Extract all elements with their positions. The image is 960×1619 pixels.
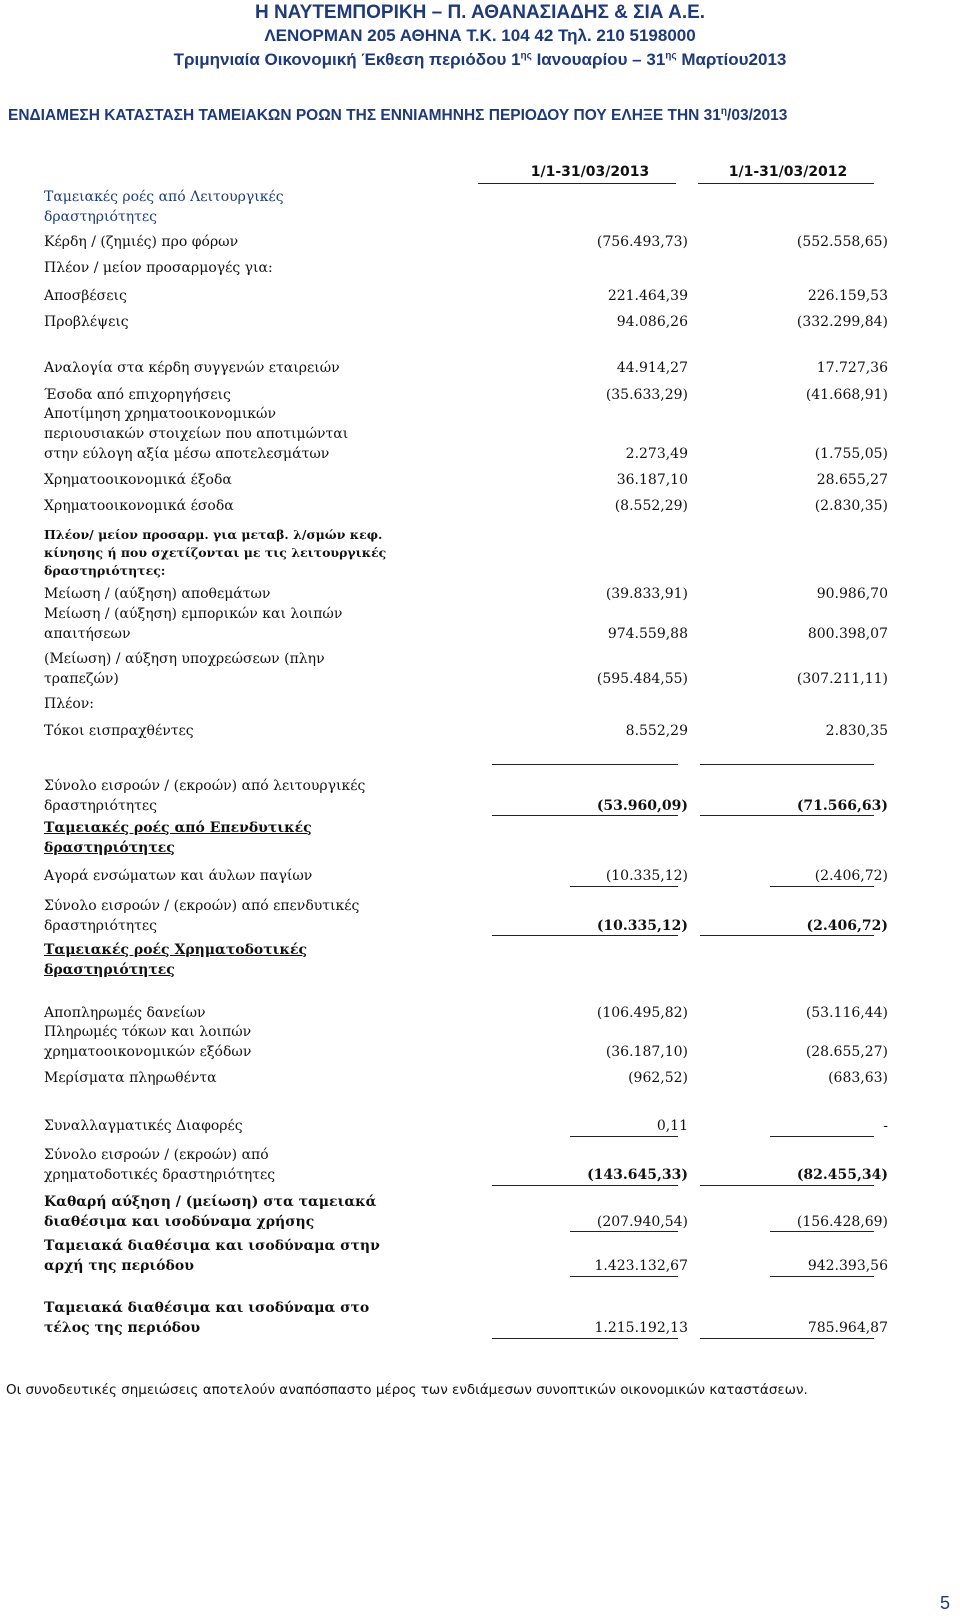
financing-total-label-l2: χρηματοδοτικές δραστηριότητες — [44, 1167, 276, 1183]
depreciation-label: Αποσβέσεις — [44, 288, 127, 304]
operating-total-label-l2: δραστηριότητες — [44, 798, 157, 814]
operating-total-2013: (53.960,09) — [596, 798, 688, 814]
operating-section-title-l1: Ταμειακές ροές από Λειτουργικές — [44, 189, 284, 205]
payables-2012: (307.211,11) — [796, 671, 888, 687]
financing-total-rule-2013 — [492, 1185, 678, 1186]
receivables-label-l1: Μείωση / (αύξηση) εμπορικών και λοιπών — [44, 606, 343, 622]
associates-2013: 44.914,27 — [616, 360, 688, 376]
cash-end-2012: 785.964,87 — [807, 1320, 888, 1336]
interest-paid-label-l2: χρηματοοικονομικών εξόδων — [44, 1044, 252, 1060]
fair-value-label-l3: στην εύλογη αξία μέσω αποτελεσμάτων — [44, 446, 330, 462]
profit-before-tax-label: Κέρδη / (ζημιές) προ φόρων — [44, 234, 239, 250]
net-change-2013: (207.940,54) — [596, 1214, 688, 1230]
fx-label: Συναλλαγματικές Διαφορές — [44, 1118, 243, 1134]
loan-repayments-2012: (53.116,44) — [805, 1005, 888, 1021]
operating-total-label-l1: Σύνολο εισροών / (εκροών) από λειτουργικές — [44, 778, 366, 794]
investing-total-2012: (2.406,72) — [806, 918, 888, 934]
company-address: ΛΕΝΟΡΜΑΝ 205 ΑΘΗΝΑ Τ.Κ. 104 42 Τηλ. 210 5198000 — [264, 26, 696, 45]
cash-end-label-l1: Ταμειακά διαθέσιμα και ισοδύναμα στο — [44, 1300, 370, 1316]
operating-total-rule-2012 — [700, 815, 874, 816]
capex-2012: (2.406,72) — [814, 868, 888, 884]
column-header-2012: 1/1-31/03/2012 — [728, 164, 848, 180]
working-capital-label-l1: Πλέον/ μείον προσαρμ. για μεταβ. λ/σμών κεφ. — [44, 527, 383, 542]
investing-total-label-l2: δραστηριότητες — [44, 918, 157, 934]
operating-total-2012: (71.566,63) — [796, 798, 888, 814]
net-change-2012: (156.428,69) — [796, 1214, 888, 1230]
operating-rule-2012 — [700, 764, 874, 765]
profit-before-tax-2012: (552.558,65) — [796, 234, 888, 250]
depreciation-2012: 226.159,53 — [807, 288, 888, 304]
fx-2013: 0,11 — [656, 1118, 688, 1134]
finance-income-2013: (8.552,29) — [614, 498, 688, 514]
statement-title-main: ΕΝΔΙΑΜΕΣΗ ΚΑΤΑΣΤΑΣΗ ΤΑΜΕΙΑΚΩΝ ΡΟΩΝ ΤΗΣ ΕΝΝΙΑΜΗΝΗΣ ΠΕΡΙΟΔΟΥ ΠΟΥ ΕΛΗΞΕ ΤΗΝ 31 — [8, 107, 721, 125]
investing-section-title-l2: δραστηριότητες — [44, 840, 175, 856]
statement-title — [8, 106, 787, 125]
interest-received-2012: 2.830,35 — [825, 723, 888, 739]
statement-title-sup: η — [720, 106, 728, 117]
payables-label-l1: (Μείωση) / αύξηση υποχρεώσεων (πλην — [44, 651, 325, 667]
dividends-2012: (683,63) — [828, 1070, 888, 1086]
inventories-2012: 90.986,70 — [816, 586, 888, 602]
interest-paid-2012: (28.655,27) — [805, 1044, 888, 1060]
cash-begin-rule-2013 — [570, 1276, 678, 1277]
financing-section-title-l2: δραστηριότητες — [44, 962, 175, 978]
footnote: Οι συνοδευτικές σημειώσεις αποτελούν αναπόσπαστο μέρος των ενδιάμεσων συνοπτικών οικονομικών καταστάσεων. — [6, 1382, 808, 1398]
interest-paid-2013: (36.187,10) — [605, 1044, 688, 1060]
finance-income-2012: (2.830,35) — [814, 498, 888, 514]
financing-total-2012: (82.455,34) — [796, 1167, 888, 1183]
associates-2012: 17.727,36 — [816, 360, 888, 376]
working-capital-label-l3: δραστηριότητες: — [44, 563, 166, 578]
associates-label: Αναλογία στα κέρδη συγγενών εταιρειών — [44, 360, 340, 376]
company-name: Η ΝΑΥΤΕΜΠΟΡΙΚΗ – Π. ΑΘΑΝΑΣΙΑΔΗΣ & ΣΙΑ Α.Ε. — [254, 2, 706, 23]
interest-received-label: Τόκοι εισπραχθέντες — [44, 723, 194, 739]
finance-costs-2013: 36.187,10 — [616, 472, 688, 488]
net-change-label-l2: διαθέσιμα και ισοδύναμα χρήσης — [44, 1214, 315, 1230]
cash-end-label-l2: τέλος της περιόδου — [44, 1320, 201, 1336]
investing-total-rule-2013 — [492, 935, 678, 936]
profit-before-tax-2013: (756.493,73) — [596, 234, 688, 250]
financing-section-title-l1: Ταμειακές ροές Χρηματοδοτικές — [44, 942, 307, 958]
fair-value-label-l1: Αποτίμηση χρηματοοικονομικών — [44, 406, 276, 422]
finance-costs-2012: 28.655,27 — [816, 472, 888, 488]
investing-total-2013: (10.335,12) — [596, 918, 688, 934]
dividends-2013: (962,52) — [628, 1070, 688, 1086]
capex-rule-2012 — [770, 886, 874, 887]
fair-value-2013: 2.273,49 — [625, 446, 688, 462]
column-header-2013: 1/1-31/03/2013 — [530, 164, 650, 180]
adjustments-label: Πλέον / μείον προσαρμογές για: — [44, 260, 273, 276]
grants-2012: (41.668,91) — [805, 387, 888, 403]
cash-begin-2013: 1.423.132,67 — [594, 1258, 688, 1274]
column-rule-2012 — [698, 183, 874, 184]
plus-label: Πλέον: — [44, 696, 94, 712]
fx-rule-2012 — [770, 1136, 874, 1137]
fair-value-2012: (1.755,05) — [814, 446, 888, 462]
net-change-rule-2012 — [770, 1231, 874, 1232]
column-rule-2013 — [478, 183, 676, 184]
page-number: 5 — [940, 1593, 951, 1613]
provisions-2013: 94.086,26 — [616, 314, 688, 330]
interest-received-2013: 8.552,29 — [625, 723, 688, 739]
inventories-label: Μείωση / (αύξηση) αποθεμάτων — [44, 586, 271, 602]
fair-value-label-l2: περιουσιακών στοιχείων που αποτιμώνται — [44, 426, 349, 442]
payables-2013: (595.484,55) — [596, 671, 688, 687]
cash-begin-label-l2: αρχή της περιόδου — [44, 1258, 194, 1274]
finance-costs-label: Χρηματοοικονομικά έξοδα — [44, 472, 232, 488]
report-period-sup2: ης — [665, 50, 677, 62]
grants-2013: (35.633,29) — [605, 387, 688, 403]
investing-section-title-l1: Ταμειακές ροές από Επενδυτικές — [44, 820, 312, 836]
receivables-2012: 800.398,07 — [807, 626, 888, 642]
grants-label: Έσοδα από επιχορηγήσεις — [44, 387, 231, 403]
loan-repayments-label: Αποπληρωμές δανείων — [44, 1005, 206, 1021]
receivables-2013: 974.559,88 — [607, 626, 688, 642]
operating-section-title-l2: δραστηριότητες — [44, 209, 157, 225]
fx-rule-2013 — [570, 1136, 678, 1137]
cash-end-rule-2012 — [700, 1338, 874, 1339]
fx-2012: - — [883, 1118, 888, 1134]
report-period-b: Ιανουαρίου – 31 — [531, 50, 666, 69]
investing-total-label-l1: Σύνολο εισροών / (εκροών) από επενδυτικές — [44, 898, 360, 914]
operating-total-rule-2013 — [492, 815, 678, 816]
provisions-2012: (332.299,84) — [796, 314, 888, 330]
net-change-rule-2013 — [570, 1231, 678, 1232]
cash-begin-2012: 942.393,56 — [807, 1258, 888, 1274]
capex-label: Αγορά ενσώματων και άυλων παγίων — [44, 868, 313, 884]
interest-paid-label-l1: Πληρωμές τόκων και λοιπών — [44, 1024, 252, 1040]
dividends-label: Μερίσματα πληρωθέντα — [44, 1070, 217, 1086]
cash-end-rule-2013 — [492, 1338, 678, 1339]
capex-2013: (10.335,12) — [605, 868, 688, 884]
investing-total-rule-2012 — [700, 935, 874, 936]
receivables-label-l2: απαιτήσεων — [44, 626, 131, 642]
net-change-label-l1: Καθαρή αύξηση / (μείωση) στα ταμειακά — [44, 1194, 377, 1210]
financing-total-rule-2012 — [700, 1185, 874, 1186]
provisions-label: Προβλέψεις — [44, 314, 129, 330]
operating-rule-2013 — [492, 764, 678, 765]
report-period — [0, 50, 960, 70]
report-period-a: Τριμηνιαία Οικονομική Έκθεση περιόδου 1 — [173, 50, 521, 69]
financing-total-label-l1: Σύνολο εισροών / (εκροών) από — [44, 1147, 269, 1163]
loan-repayments-2013: (106.495,82) — [596, 1005, 688, 1021]
cash-begin-label-l1: Ταμειακά διαθέσιμα και ισοδύναμα στην — [44, 1238, 380, 1254]
depreciation-2013: 221.464,39 — [607, 288, 688, 304]
cash-end-2013: 1.215.192,13 — [594, 1320, 688, 1336]
capex-rule-2013 — [570, 886, 678, 887]
cash-begin-rule-2012 — [770, 1276, 874, 1277]
inventories-2013: (39.833,91) — [605, 586, 688, 602]
finance-income-label: Χρηματοοικονομικά έσοδα — [44, 498, 234, 514]
report-period-sup1: ης — [520, 50, 532, 62]
payables-label-l2: τραπεζών) — [44, 671, 119, 687]
statement-title-tail: /03/2013 — [727, 107, 788, 125]
financing-total-2013: (143.645,33) — [587, 1167, 688, 1183]
report-period-c: Μαρτίου2013 — [676, 50, 787, 69]
working-capital-label-l2: κίνησης ή που σχετίζονται με τις λειτουργικές — [44, 545, 387, 560]
